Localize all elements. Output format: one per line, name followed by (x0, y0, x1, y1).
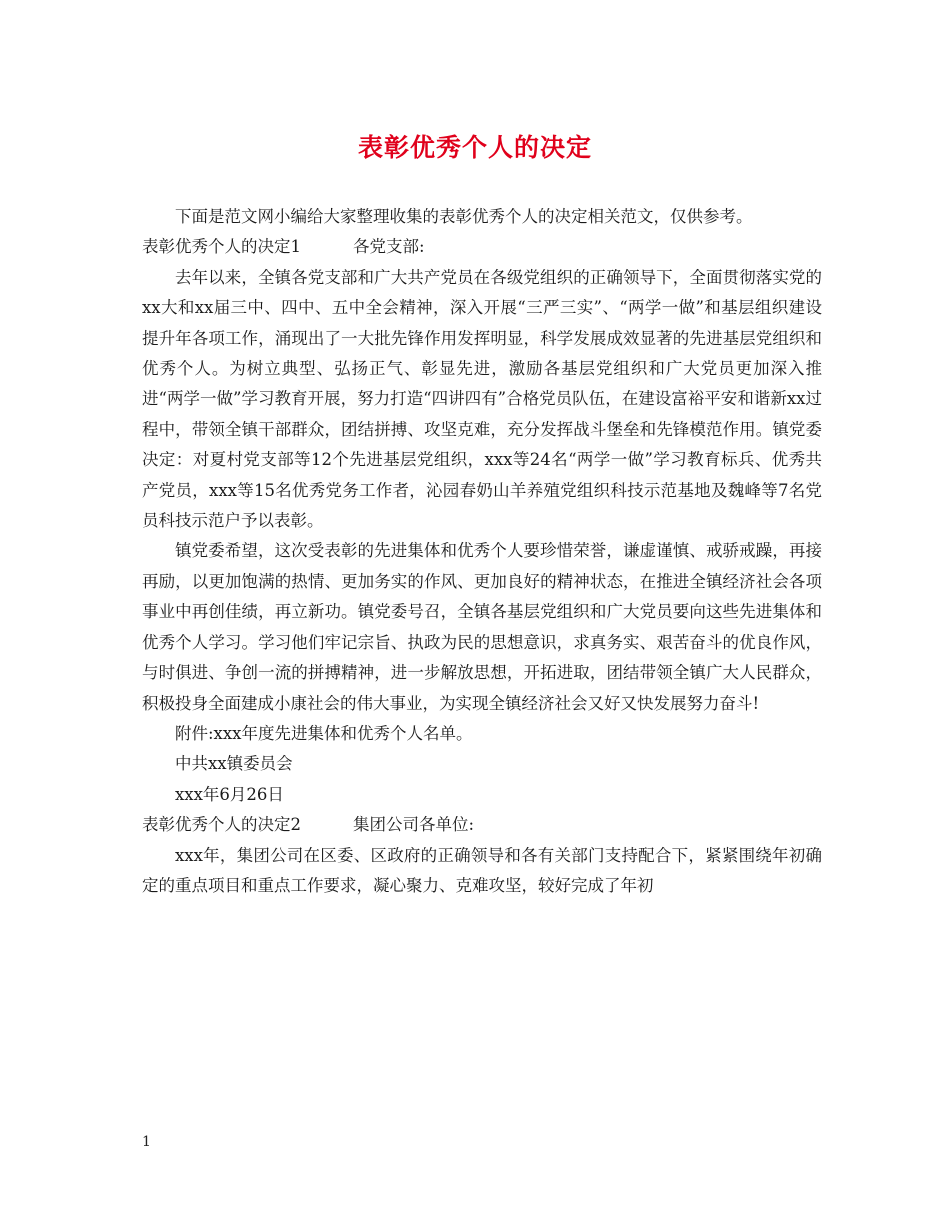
section-heading-1 (142, 232, 822, 262)
body-paragraph-2: 镇党委希望，这次受表彰的先进集体和优秀个人要珍惜荣誉，谦虚谨慎、戒骄戒躁，再接再励，以更加饱满的热情、更加务实的作风、更加良好的精神状态，在推进全镇经济社会各项事业中再创佳绩，再立新功。镇党委号召，全镇各基层党组织和广大党员要向这些先进集体和优秀个人学习。学习他们牢记宗旨、执政为民的思想意识，求真务实、艰苦奋斗的优良作风，与时俱进、争创一流的拼搏精神，进一步解放思想，开拓进取，团结带领全镇广大人民群众，积极投身全面建成小康社会的伟大事业，为实现全镇经济社会又好又快发展努力奋斗! (142, 541, 822, 713)
section-heading-1-addressee: 各党支部: (353, 237, 425, 257)
body-paragraph-3: xxx年，集团公司在区委、区政府的正确领导和各有关部门支持配合下，紧紧围绕年初确定的重点项目和重点工作要求，凝心聚力、克难攻坚，较好完成了年初 (142, 845, 822, 895)
document-title: 表彰优秀个人的决定 (357, 133, 592, 162)
intro-paragraph: 下面是范文网小编给大家整理收集的表彰优秀个人的决定相关范文，仅供参考。 (175, 207, 753, 226)
section-heading-2-addressee: 集团公司各单位: (353, 815, 475, 835)
body-paragraph-1: 去年以来，全镇各党支部和广大共产党员在各级党组织的正确领导下，全面贯彻落实党的xx大和xx届三中、四中、五中全会精神，深入开展“三严三实”、“两学一做”和基层组织建设提升年各项工作，涌现出了一大批先锋作用发挥明显，科学发展成效显著的先进基层党组织和优秀个人。为树立典型、弘扬正气、彰显先进，激励各基层党组织和广大党员更加深入推进“两学一做”学习教育开展，努力打造“四讲四有”合格党员队伍，在建设富裕平安和谐新xx过程中，带领全镇干部群众，团结拼搏、攻坚克难，充分发挥战斗堡垒和先锋模范作用。镇党委决定：对夏村党支部等12个先进基层党组织，xxx等24名“两学一做”学习教育标兵、优秀共产党员，xxx等15名优秀党务工作者，沁园春奶山羊养殖党组织科技示范基地及魏峰等7名党员科技示范户予以表彰。 (142, 267, 822, 531)
page-number: 1 (142, 1134, 151, 1150)
attachment-line: 附件:xxx年度先进集体和优秀个人名单。 (175, 723, 473, 743)
document-body (142, 202, 822, 901)
section-heading-1-label: 表彰优秀个人的决定1 (142, 237, 301, 257)
section-heading-2 (142, 810, 822, 840)
signature-line: 中共xx镇委员会 (175, 754, 293, 774)
date-line: xxx年6月26日 (175, 784, 284, 804)
section-heading-2-label: 表彰优秀个人的决定2 (142, 815, 301, 835)
